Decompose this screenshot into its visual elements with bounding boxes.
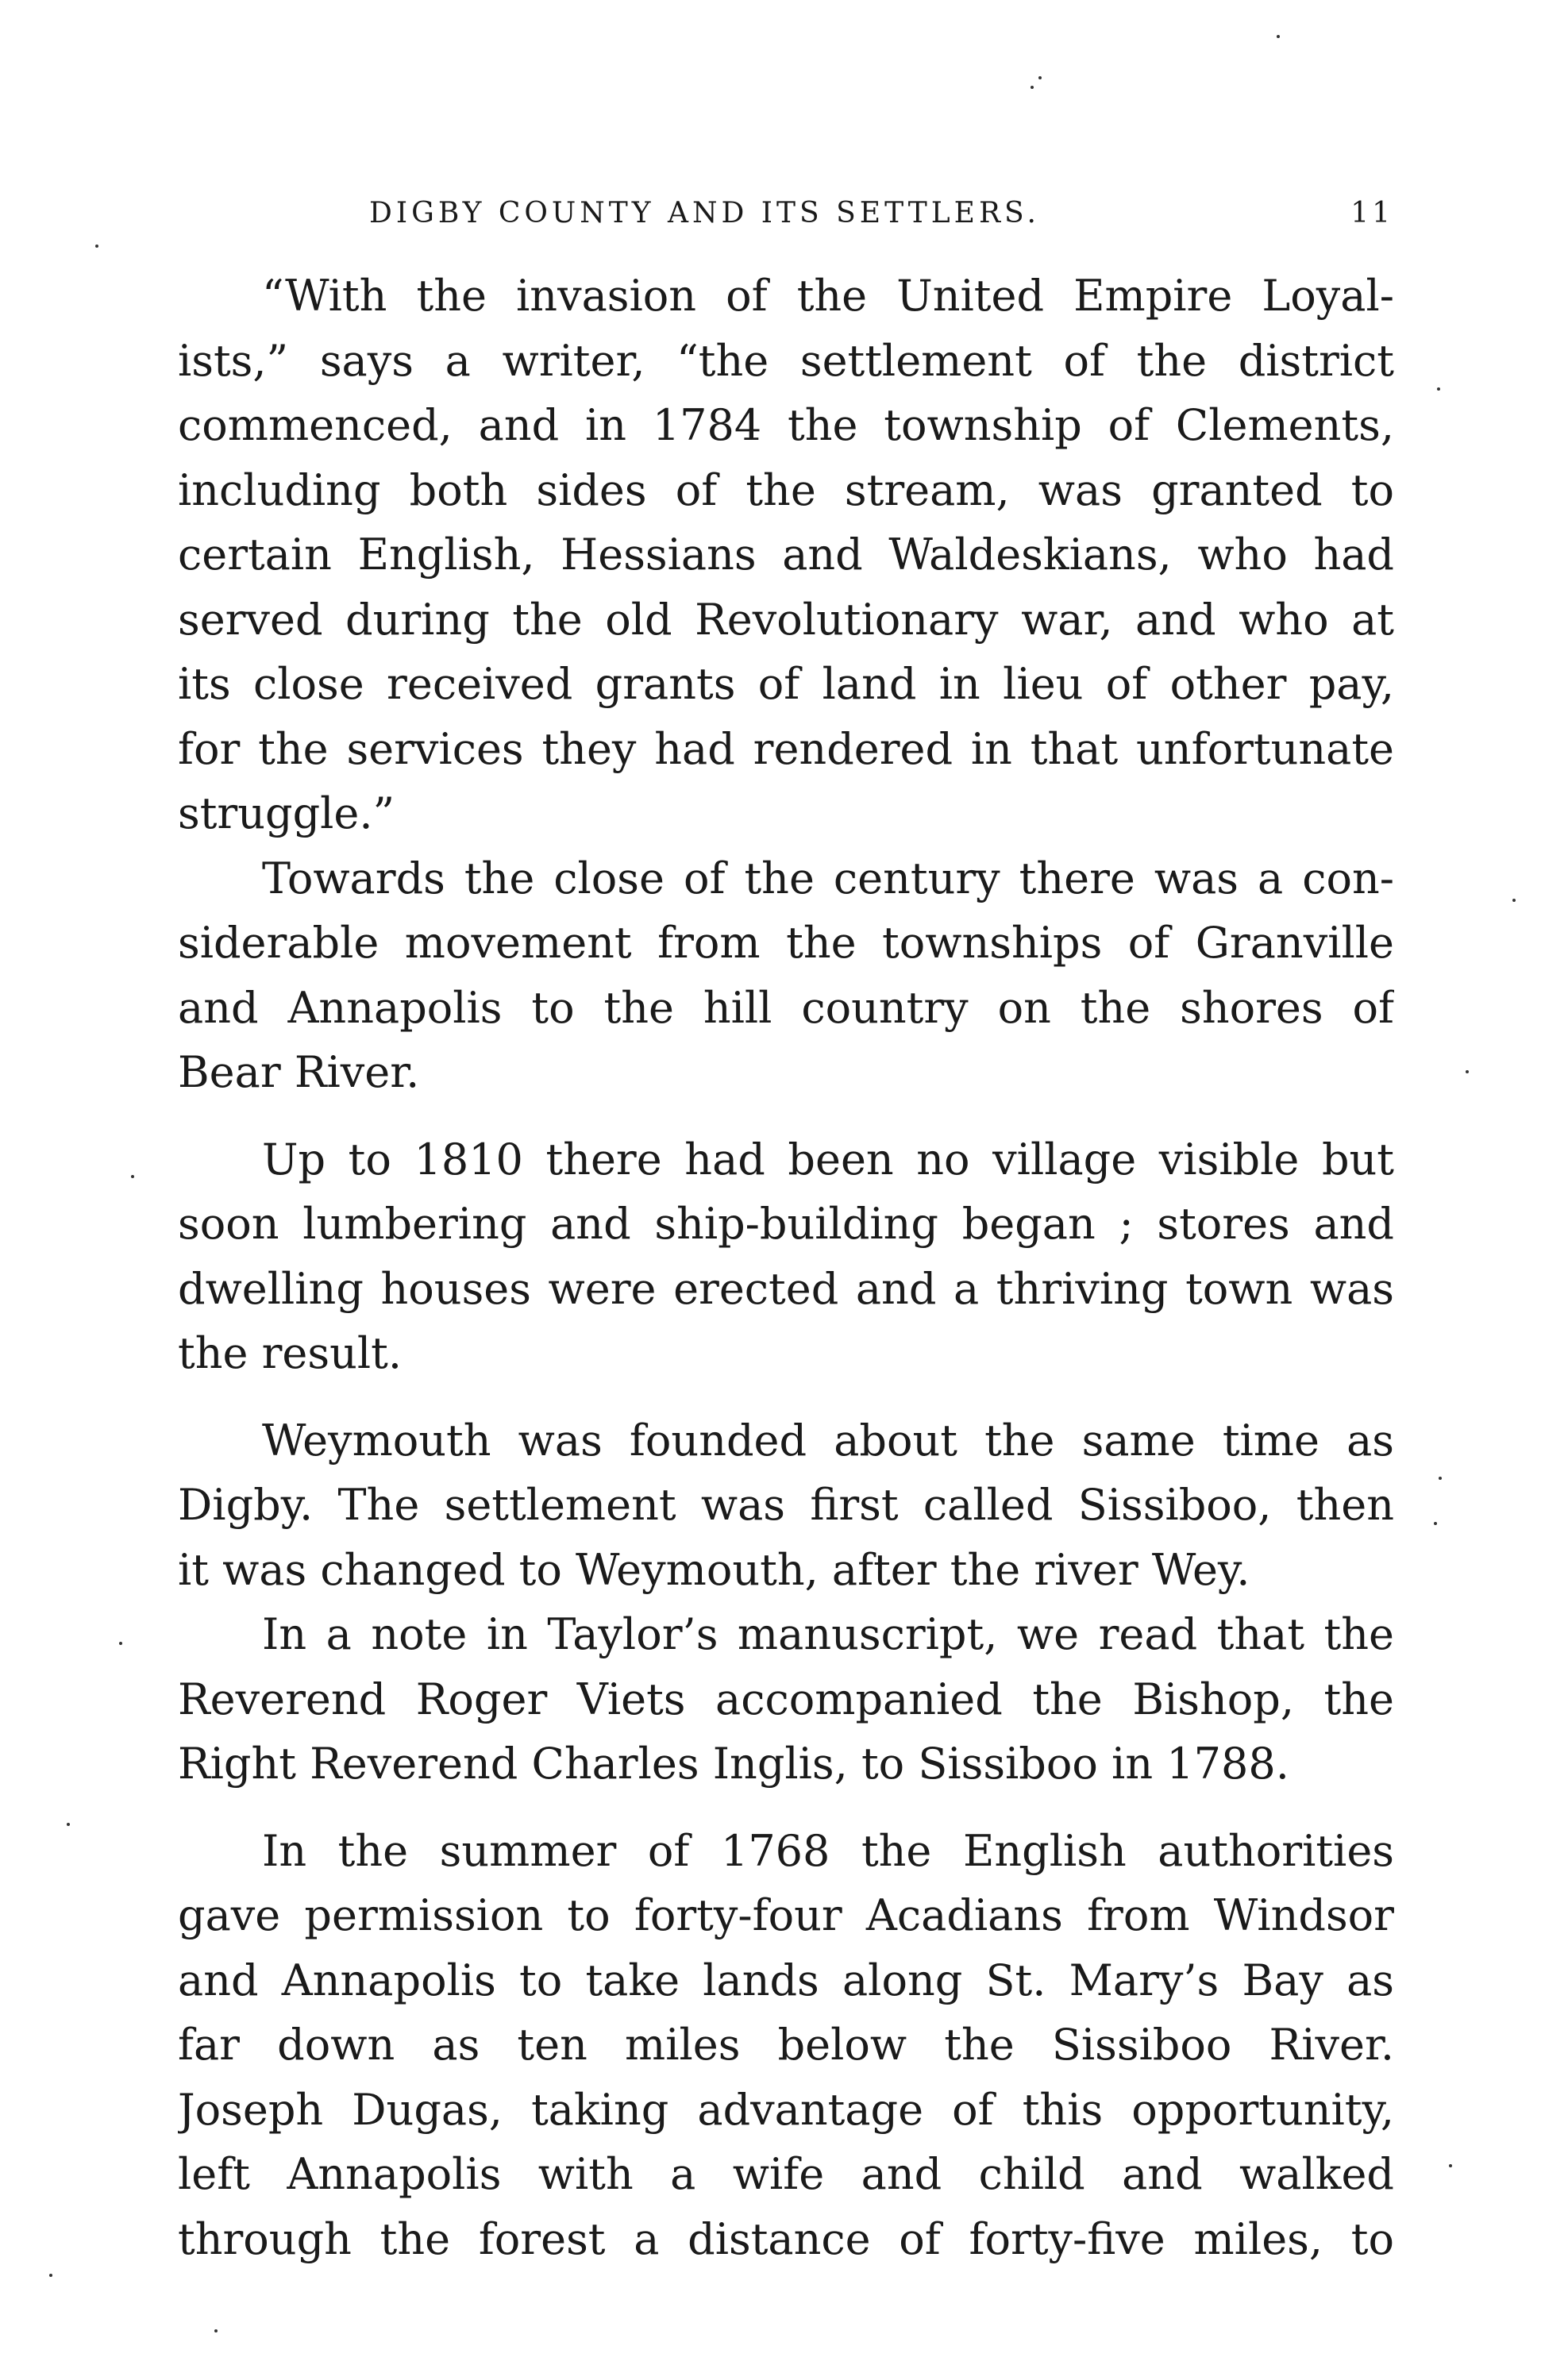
paragraph	[178, 1408, 1394, 1603]
text-line: and Annapolis to take lands along St. Mary’s Bay as	[178, 1955, 1394, 2005]
scan-speck	[214, 2329, 218, 2332]
text-line: Bear River.	[178, 1047, 420, 1097]
text-line: Digby. The settlement was first called Sissiboo, then	[178, 1480, 1394, 1530]
text-line: Up to 1810 there had been no village visible but	[262, 1134, 1394, 1184]
page-number: 11	[1350, 197, 1393, 229]
text-line: struggle.”	[178, 788, 395, 838]
text-line: Joseph Dugas, taking advantage of this opportunity,	[178, 2084, 1394, 2135]
scan-speck	[119, 1642, 122, 1645]
text-line: “With the invasion of the United Empire Loyal-	[262, 271, 1394, 321]
running-title: DIGBY COUNTY AND ITS SETTLERS.	[369, 197, 1040, 229]
text-line: In a note in Taylor’s manuscript, we read that the	[262, 1609, 1394, 1659]
text-line: certain English, Hessians and Waldeskians, who had	[178, 530, 1394, 580]
paragraph-gap	[178, 1386, 1394, 1408]
text-line: served during the old Revolutionary war, and who at	[178, 594, 1394, 645]
paragraph	[178, 1602, 1394, 1797]
scan-speck	[1038, 76, 1042, 79]
scan-speck	[1434, 1522, 1437, 1525]
running-head	[369, 197, 1393, 245]
text-line: including both sides of the stream, was granted to	[178, 464, 1394, 515]
text-line: soon lumbering and ship-building began ; stores and	[178, 1199, 1394, 1249]
scan-speck	[1277, 35, 1280, 38]
scan-speck	[1031, 86, 1034, 89]
scan-speck	[95, 245, 98, 248]
paragraph	[178, 264, 1394, 846]
text-line: for the services they had rendered in that unfortunate	[178, 723, 1394, 774]
text-line: far down as ten miles below the Sissiboo River.	[178, 2020, 1394, 2070]
paragraph-gap	[178, 1797, 1394, 1819]
scan-speck	[1512, 899, 1516, 902]
scan-speck	[1439, 1477, 1442, 1480]
text-line: siderable movement from the townships of Granville	[178, 918, 1394, 968]
paragraph	[178, 846, 1394, 1105]
scan-speck	[131, 1175, 134, 1178]
text-line: left Annapolis with a wife and child and walked	[178, 2149, 1394, 2199]
text-line: through the forest a distance of forty-five miles, to	[178, 2213, 1394, 2264]
text-line: In the summer of 1768 the English authorities	[262, 1825, 1394, 1876]
text-line: Weymouth was founded about the same time as	[262, 1415, 1394, 1466]
text-line: Right Reverend Charles Inglis, to Sissiboo in 1788.	[178, 1739, 1289, 1789]
text-line: its close received grants of land in lieu of other pay,	[178, 659, 1394, 709]
text-line: the result.	[178, 1328, 402, 1378]
text-line: gave permission to forty-four Acadians from Windsor	[178, 1890, 1394, 1940]
scan-speck	[1466, 1070, 1469, 1073]
scan-speck	[1437, 387, 1440, 391]
paragraph-gap	[178, 1105, 1394, 1127]
scan-speck	[49, 2274, 52, 2277]
text-line: Towards the close of the century there was a con-	[262, 853, 1394, 903]
text-line: it was changed to Weymouth, after the river Wey.	[178, 1544, 1250, 1595]
body-text	[178, 264, 1394, 2271]
text-line: Reverend Roger Viets accompanied the Bishop, the	[178, 1674, 1394, 1724]
paragraph	[178, 1819, 1394, 2272]
text-line: commenced, and in 1784 the township of Clements,	[178, 400, 1394, 450]
scan-speck	[1449, 2164, 1452, 2167]
text-line: and Annapolis to the hill country on the shores of	[178, 982, 1394, 1033]
text-line: ists,” says a writer, “the settlement of the district	[178, 335, 1394, 386]
scan-speck	[67, 1823, 70, 1826]
paragraph	[178, 1127, 1394, 1386]
text-line: dwelling houses were erected and a thriving town was	[178, 1263, 1394, 1314]
